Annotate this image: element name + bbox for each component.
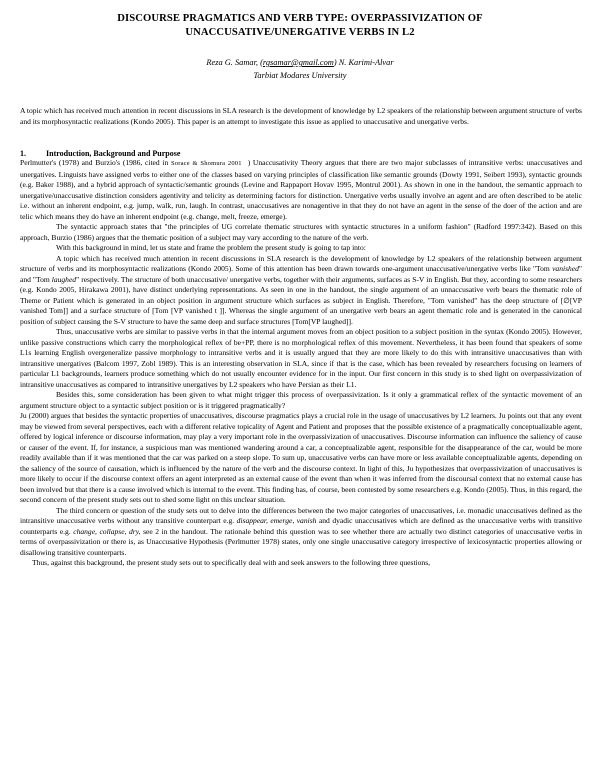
citation-small: Sorace & Shomura 2001 [170,160,242,167]
title-line-1: DISCOURSE PRAGMATICS AND VERB TYPE: OVERPASSIVIZATION OF [117,13,483,24]
section-title: Introduction, Background and Purpose [46,149,181,158]
paragraph-7: Ju (2000) argues that besides the syntactic properties of unaccusatives, discourse pragmatics plays a crucial role in the usage of unaccusatives by L2 learners. Ju points out that any event may be viewed from several perspectives, each with a different relative topicality of Agent and Patient and proposes that the possible existence of a pragmatically conceptualizable agent, offered by logical inference or discourse information, may play a very important role in the overpassivization of unaccusatives. Discourse information can influence the saliency of cause or causer of the event. If, for instance, a suspicious man was mentioned wandering around a car, a conceptualizable agent, responsible for the disappearance of the car, would be more readily available than if it was mentioned that the car was parked on a steep slope. To sum up, unaccusative verbs can have more or less available conceptualizable agents, depending on the saliency of the source of causation, which is influenced by the nature of the verb and the discourse context. In light of this, Ju hypothesizes that overpassivization of unaccusatives is more likely to occur if the discourse context offers an agent interpreted as an external cause of the event than when it was inferred from the discoursal context that no external cause has been involved but that there is a cause involved which is internal to the event. This finding has, of course, been contested by some researchers e.g. Kondo (2005). Thus, in this regard, the second concern of the present study sets out to shed some light on this unclear situation. [20,411,582,504]
author-2: ) N. Karimi-Alvar [333,58,394,67]
paragraph-6: Besides this, some consideration has been given to what might trigger this process of overpassivization. Is it only a grammatical reflex of the syntactic movement of an argument structure object to a syntactic subject position or is it triggered pragmatically? [20,390,582,410]
paragraph-8: The third concern or question of the study sets out to delve into the differences between the two major categories of unaccusatives, i.e. monadic unaccusatives defined as the intransitive unaccusative verbs without any transitive counterpart e.g. disappear, emerge, vanish and dyadic unaccusatives which are defined as the unaccusative verbs with transitive counterparts e.g. change, collapse, dry, see 2 in the handout. The rationale behind this question was to see whether there are actually two distinct categories of unaccusative verbs in terms of overpassivization or there is, as Unaccusative Hypothesis (Perlmutter 1978) states, only one single unaccusative category irrespective of lexicosyntactic properties allowing or disallowing transitive counterparts. [20,505,583,557]
paper-title [40,12,560,40]
paragraph-3: With this background in mind, let us state and frame the problem the present study is going to tap into: [56,243,366,252]
body-text [20,158,582,569]
abstract: A topic which has received much attention in recent discussions in SLA research is the development of knowledge by L2 speakers of the relationship between argument structure of verbs and its morphosyntactic realizations (Kondo 2005). This paper is an attempt to investigate this issue as applied to unaccusative and unergative verbs. [20,106,582,126]
author-1: Reza G. Samar, ( [206,58,263,67]
paragraph-1: Perlmutter's (1978) and Burzio's (1986, cited in Sorace & Shomura 2001 ) Unaccusativity Theory argues that there are two major subclasses of intransitive verbs: unaccusatives and unergatives. Linguists have assigned verbs to either one of the classes based on varying principles of classification like semantic grounds (Dowty 1991, Seibert 1993), syntactic grounds (e.g. Baker 1988), and a hybrid approach of syntactic/semantic grounds (Levine and Rappaport Hovav 1995, Montrul 2001). As shown in one in the handout, the semantic approach to unergative/unaccusative distinction considers agentivity and telicity as determining factors for distinction. Unergative verbs usually involve an agent and are often described to be atelic i.e. without an inherent endpoint, e.g. jump, walk, run, laugh. In contrast, unaccusatives are nonagentive in that they do not have an agent in the sense of the doer of the action and are telic which means they do have an inherent endpoint (e.g. change, melt, freeze, emerge). [20,158,582,221]
authors-line [40,57,560,68]
paragraph-2: The syntactic approach states that "the principles of UG correlate thematic structures with syntactic structures in a uniform fashion" (Radford 1997:342). Based on this approach, Burzio (1986) argues that the thematic position of a subject may vary according to the nature of the verb. [20,222,582,242]
paragraph-9: Thus, against this background, the present study sets out to specifically deal with and seek answers to the following three questions, [32,558,431,567]
title-line-2: UNACCUSATIVE/UNERGATIVE VERBS IN L2 [185,27,415,38]
author-email-link[interactable]: rgsamar@gmail.com [262,58,334,67]
paragraph-5: Thus, unaccusative verbs are similar to passive verbs in that the internal argument moves from an object position to a subject position in the syntax (Kondo 2005). However, unlike passive constructions which carry the morphological reflex of be+PP, there is no morphological reflex of this movement. Nevertheless, it has been found that speakers of some L1s learning English overgeneralize passive morphology to intransitive verbs and it is usually argued that they are more likely to do this with intransitive unaccusatives than with intransitive unergatives (Balcom 1997, Zobl 1989). This is an interesting observation in SLA, since if that is the case, which has been revealed by researchers focusing on learners of particular L1 backgrounds, learners produce something which do not usually encounter evidence for in the input. Our first concern in this study is to shed light on overpassivization of intransitive unaccusatives as compared to intransitive unergatives by L2 speakers who have Persian as their L1. [20,327,582,389]
affiliation: Tarbiat Modares University [253,71,347,80]
section-number: 1. [20,149,26,158]
paragraph-4: A topic which has received much attention in recent discussions in SLA research is the development of knowledge by L2 speakers of the relationship between argument structure of verbs and its morphosyntactic realizations (Kondo 2005). Some of this attention has been drawn towards one-argument unaccusative/unergative verbs like "Tom vanished" and "Tom laughed" respectively. The structure of both unaccusative/ unergative verbs, together with their arguments, surfaces as S-V in English. But they, according to some researchers (e.g. Kondo 2005, Hirakawa 2001), have distinct underlying representations. As seen in one in the handout, the single argument of an unnaccusative verb bears the thematic role of Theme or Patient which is generated in an object position in argument structure which surfaces as subject in English. Therefore, "Tom vanished" has the deep structure of [∅[VP vanished Tom]] and a surface structure of [Tom [VP vanished t ]]. Whereas the single argument of an unergative verb bears an agent thematic role and is generated in the canonical position of subject causing the S-V structure to have the same deep and surface structures [Tom[VP laughed]]. [20,253,583,326]
